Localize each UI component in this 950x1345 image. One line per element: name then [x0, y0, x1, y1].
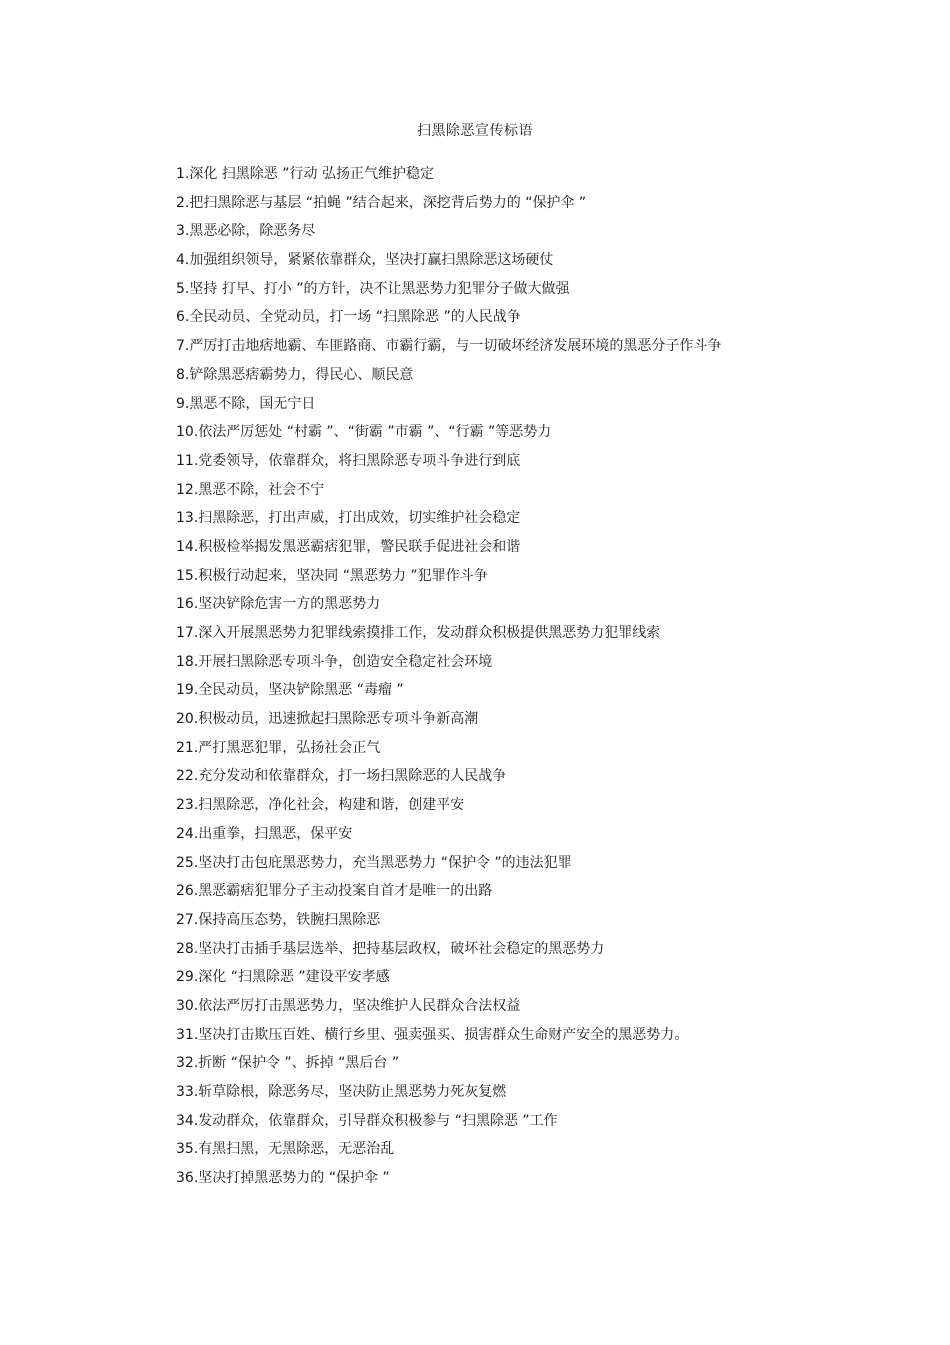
slogan-item: 8.铲除黑恶痞霸势力，得民心、顺民意	[176, 366, 414, 383]
slogan-item: 30.依法严厉打击黑恶势力，坚决维护人民群众合法权益	[176, 997, 521, 1014]
slogan-item: 20.积极动员，迅速掀起扫黑除恶专项斗争新高潮	[176, 711, 479, 728]
slogan-item: 17.深入开展黑恶势力犯罪线索摸排工作，发动群众积极提供黑恶势力犯罪线索	[176, 625, 661, 641]
slogan-item: 15.积极行动起来，坚决同 “黑恶势力 ”犯罪作斗争	[176, 567, 488, 584]
slogan-item: 6.全民动员、全党动员，打一场 “扫黑除恶 ”的人民战争	[176, 309, 521, 326]
slogan-item: 9.黑恶不除，国无宁日	[176, 395, 316, 412]
slogan-item: 25.坚决打击包庇黑恶势力，充当黑恶势力 “保护令 ”的违法犯罪	[176, 854, 572, 871]
slogan-item: 14.积极检举揭发黑恶霸痞犯罪，警民联手促进社会和谐	[176, 538, 521, 555]
slogan-item: 19.全民动员，坚决铲除黑恶 “毒瘤 ”	[176, 682, 404, 699]
slogan-item: 22.充分发动和依靠群众，打一场扫黑除恶的人民战争	[176, 768, 507, 785]
slogan-item: 16.坚决铲除危害一方的黑恶势力	[176, 596, 381, 613]
slogan-item: 36.坚决打掉黑恶势力的 “保护伞 ”	[176, 1170, 390, 1187]
slogan-item: 29.深化 “扫黑除恶 ”建设平安孝感	[176, 969, 390, 986]
slogan-item: 3.黑恶必除，除恶务尽	[176, 223, 316, 240]
slogan-item: 12.黑恶不除，社会不宁	[176, 481, 325, 498]
slogan-item: 2.把扫黑除恶与基层 “拍蝇 ”结合起来，深挖背后势力的 “保护伞 ”	[176, 194, 587, 211]
slogan-item: 27.保持高压态势，铁腕扫黑除恶	[176, 911, 381, 928]
slogan-item: 34.发动群众，依靠群众，引导群众积极参与 “扫黑除恶 ”工作	[176, 1112, 558, 1129]
slogan-item: 10.依法严厉惩处 “村霸 ”、“街霸 ”市霸 ”、“行霸 ”等恶势力	[176, 424, 552, 441]
slogan-item: 18.开展扫黑除恶专项斗争，创造安全稳定社会环境	[176, 653, 493, 670]
slogan-item: 7.严厉打击地痞地霸、车匪路商、市霸行霸，与一切破坏经济发展环境的黑恶分子作斗争	[176, 338, 722, 355]
slogan-item: 13.扫黑除恶，打出声威，打出成效，切实维护社会稳定	[176, 510, 521, 527]
slogan-item: 11.党委领导，依靠群众，将扫黑除恶专项斗争进行到底	[176, 452, 521, 469]
slogan-item: 33.斩草除根，除恶务尽，坚决防止黑恶势力死灰复燃	[176, 1084, 507, 1100]
slogan-item: 4.加强组织领导，紧紧依靠群众，坚决打赢扫黑除恶这场硬仗	[176, 252, 554, 269]
slogan-list	[146, 165, 746, 1198]
slogan-item: 5.坚持 打早、打小 ”的方针，决不让黑恶势力犯罪分子做大做强	[176, 280, 570, 297]
slogan-item: 31.坚决打击欺压百姓、横行乡里、强卖强买、损害群众生命财产安全的黑恶势力。	[176, 1026, 689, 1043]
slogan-item: 35.有黑扫黑，无黑除恶，无恶治乱	[176, 1141, 395, 1158]
slogan-item: 1.深化 扫黑除恶 ”行动 弘扬正气维护稳定	[176, 166, 434, 182]
slogan-item: 23.扫黑除恶，净化社会，构建和谐，创建平安	[176, 797, 465, 814]
slogan-item: 24.出重拳，扫黑恶，保平安	[176, 825, 353, 842]
slogan-item: 26.黑恶霸痞犯罪分子主动投案自首才是唯一的出路	[176, 883, 493, 900]
slogan-item: 32.折断 “保护令 ”、拆掉 “黑后台 ”	[176, 1055, 400, 1072]
slogan-item: 21.严打黑恶犯罪，弘扬社会正气	[176, 739, 381, 756]
document-title: 扫黑除恶宣传标语	[417, 123, 533, 139]
slogan-item: 28.坚决打击插手基层选举、把持基层政权，破坏社会稳定的黑恶势力	[176, 940, 605, 957]
